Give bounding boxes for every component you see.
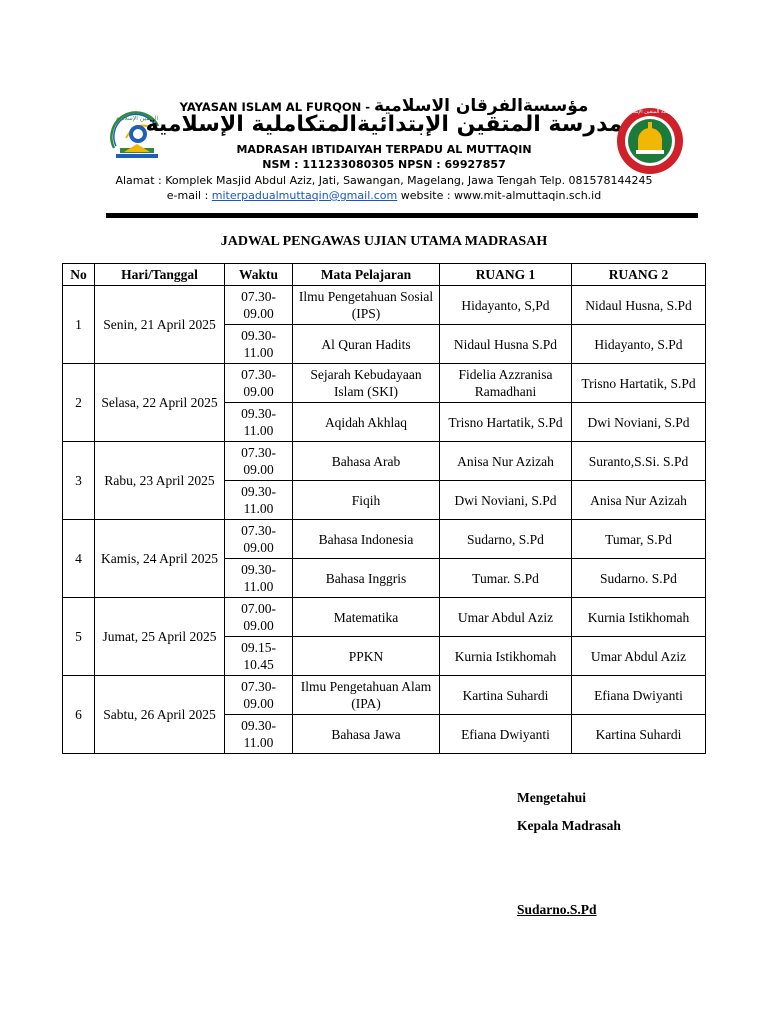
row-room-1: Fidelia Azzranisa Ramadhani: [440, 364, 572, 403]
row-number: 1: [63, 286, 95, 364]
row-subject: Bahasa Inggris: [293, 559, 440, 598]
row-time: 07.30-09.00: [225, 286, 293, 325]
row-date: Sabtu, 26 April 2025: [95, 676, 225, 754]
row-room-2: Nidaul Husna, S.Pd: [572, 286, 706, 325]
row-time: 09.30-11.00: [225, 325, 293, 364]
table-row: [63, 442, 706, 481]
table-row: [63, 676, 706, 715]
row-time: 09.15-10.45: [225, 637, 293, 676]
table-header-row: [63, 264, 706, 286]
row-room-2: Sudarno. S.Pd: [572, 559, 706, 598]
email-link[interactable]: miterpadualmuttaqin@gmail.com: [211, 189, 398, 202]
row-room-1: Sudarno, S.Pd: [440, 520, 572, 559]
row-time: 09.30-11.00: [225, 403, 293, 442]
schedule-table: [62, 263, 706, 754]
row-room-1: Kurnia Istikhomah: [440, 637, 572, 676]
row-date: Rabu, 23 April 2025: [95, 442, 225, 520]
row-number: 6: [63, 676, 95, 754]
table-row: [63, 364, 706, 403]
row-room-1: Nidaul Husna S.Pd: [440, 325, 572, 364]
letterhead: [0, 0, 768, 230]
row-subject: Fiqih: [293, 481, 440, 520]
row-room-2: Hidayanto, S.Pd: [572, 325, 706, 364]
row-time: 07.00-09.00: [225, 598, 293, 637]
header-time: Waktu: [225, 264, 293, 286]
row-room-1: Kartina Suhardi: [440, 676, 572, 715]
row-room-2: Kartina Suhardi: [572, 715, 706, 754]
row-number: 3: [63, 442, 95, 520]
table-row: [63, 598, 706, 637]
row-time: 07.30-09.00: [225, 364, 293, 403]
letterhead-divider: [106, 213, 698, 218]
document-title: JADWAL PENGAWAS UJIAN UTAMA MADRASAH: [220, 234, 548, 249]
header-no: No: [63, 264, 95, 286]
header-date: Hari/Tanggal: [95, 264, 225, 286]
row-number: 5: [63, 598, 95, 676]
svg-text:المتقين الإسلامية: المتقين الإسلامية: [115, 115, 159, 122]
foundation-name: YAYASAN ISLAM AL FURQON -: [179, 100, 371, 114]
row-room-2: Dwi Noviani, S.Pd: [572, 403, 706, 442]
header-subject: Mata Pelajaran: [293, 264, 440, 286]
row-date: Jumat, 25 April 2025: [95, 598, 225, 676]
row-subject: Matematika: [293, 598, 440, 637]
website-text: website : www.mit-almuttaqin.sch.id: [400, 189, 602, 202]
row-room-2: Tumar, S.Pd: [572, 520, 706, 559]
row-time: 09.30-11.00: [225, 481, 293, 520]
school-logo-right: [615, 106, 685, 176]
row-number: 2: [63, 364, 95, 442]
row-room-1: Umar Abdul Aziz: [440, 598, 572, 637]
row-subject: PPKN: [293, 637, 440, 676]
row-date: Selasa, 22 April 2025: [95, 364, 225, 442]
row-room-1: Tumar. S.Pd: [440, 559, 572, 598]
row-room-1: Dwi Noviani, S.Pd: [440, 481, 572, 520]
header-room-1: RUANG 1: [440, 264, 572, 286]
row-room-2: Anisa Nur Azizah: [572, 481, 706, 520]
acknowledged-label: Mengetahui: [517, 790, 586, 805]
row-date: Senin, 21 April 2025: [95, 286, 225, 364]
row-room-1: Efiana Dwiyanti: [440, 715, 572, 754]
row-subject: Aqidah Akhlaq: [293, 403, 440, 442]
row-time: 09.30-11.00: [225, 715, 293, 754]
row-subject: Ilmu Pengetahuan Sosial (IPS): [293, 286, 440, 325]
row-subject: Bahasa Jawa: [293, 715, 440, 754]
row-room-2: Umar Abdul Aziz: [572, 637, 706, 676]
row-time: 07.30-09.00: [225, 442, 293, 481]
row-time: 09.30-11.00: [225, 559, 293, 598]
svg-text:مدرسة المتقين الإسلامية: مدرسة المتقين الإسلامية: [624, 109, 676, 115]
row-number: 4: [63, 520, 95, 598]
school-name-arabic: مدرسة المتقين الإبتدائيةالمتكاملية الإسلامية: [145, 112, 623, 137]
row-room-1: Anisa Nur Azizah: [440, 442, 572, 481]
contact-line: [0, 189, 768, 202]
row-subject: Al Quran Hadits: [293, 325, 440, 364]
row-room-1: Hidayanto, S,Pd: [440, 286, 572, 325]
foundation-name-arabic: مؤسسةالفرقان الاسلامية: [374, 96, 589, 116]
row-subject: Sejarah Kebudayaan Islam (SKI): [293, 364, 440, 403]
row-subject: Ilmu Pengetahuan Alam (IPA): [293, 676, 440, 715]
headmaster-title: Kepala Madrasah: [517, 818, 621, 833]
row-room-2: Kurnia Istikhomah: [572, 598, 706, 637]
email-label: e-mail :: [166, 189, 209, 202]
header-room-2: RUANG 2: [572, 264, 706, 286]
row-subject: Bahasa Indonesia: [293, 520, 440, 559]
table-row: [63, 286, 706, 325]
row-room-2: Trisno Hartatik, S.Pd: [572, 364, 706, 403]
row-room-1: Trisno Hartatik, S.Pd: [440, 403, 572, 442]
row-room-2: Efiana Dwiyanti: [572, 676, 706, 715]
row-time: 07.30-09.00: [225, 520, 293, 559]
headmaster-name: Sudarno.S.Pd: [517, 902, 597, 917]
registration-numbers: NSM : 111233080305 NPSN : 69927857: [262, 158, 506, 171]
school-address: Alamat : Komplek Masjid Abdul Aziz, Jati, Sawangan, Magelang, Jawa Tengah Telp. 081578144245: [115, 174, 653, 187]
row-time: 07.30-09.00: [225, 676, 293, 715]
school-name: MADRASAH IBTIDAIYAH TERPADU AL MUTTAQIN: [236, 143, 532, 156]
row-room-2: Suranto,S.Si. S.Pd: [572, 442, 706, 481]
table-row: [63, 520, 706, 559]
row-date: Kamis, 24 April 2025: [95, 520, 225, 598]
row-subject: Bahasa Arab: [293, 442, 440, 481]
